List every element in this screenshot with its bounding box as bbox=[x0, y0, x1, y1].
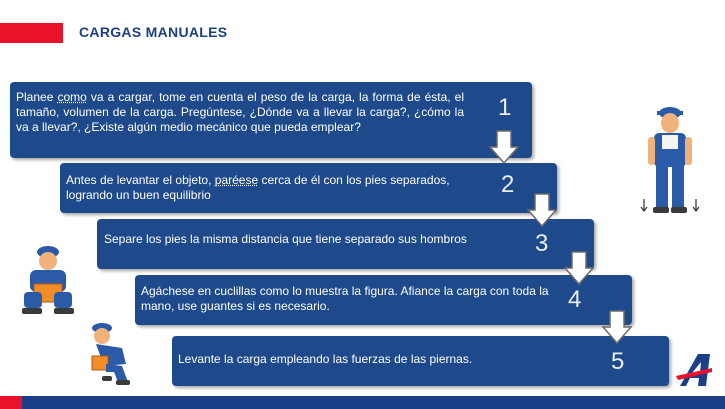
step-box-2 bbox=[60, 163, 557, 213]
down-arrow-icon bbox=[489, 130, 519, 164]
step-box-1 bbox=[10, 82, 532, 158]
step-4-number: 4 bbox=[568, 286, 582, 313]
brand-logo-icon bbox=[676, 352, 714, 388]
step-box-4 bbox=[135, 275, 632, 325]
worker-squatting-icon bbox=[18, 244, 78, 318]
step-5-text: Levante la carga empleando las fuerzas de las piernas. bbox=[178, 352, 473, 366]
step-5-number: 5 bbox=[611, 348, 625, 375]
down-arrow-icon bbox=[564, 251, 594, 285]
down-arrow-icon bbox=[602, 310, 632, 344]
step-2-text: Antes de levantar el objeto, paréese cerca de él con los pies separados, logrando un buen equilibrio bbox=[66, 173, 450, 202]
page-title: CARGAS MANUALES bbox=[79, 24, 228, 40]
bottom-accent-bar bbox=[0, 396, 22, 409]
down-arrow-icon bbox=[527, 193, 557, 227]
step-box-5 bbox=[172, 336, 669, 386]
title-accent-bar bbox=[0, 23, 63, 43]
worker-standing-icon bbox=[640, 103, 700, 221]
bottom-brand-bar bbox=[22, 396, 725, 409]
step-2-number: 2 bbox=[501, 171, 515, 198]
step-box-3 bbox=[97, 219, 594, 269]
step-1-text: Planee como va a cargar, tome en cuenta el peso de la carga, la forma de ésta, el tamaño, volumen de la carga. Pregúntese, ¿Dónde va a llevar la carga?, ¿cómo la va a llevar?, ¿Existe algún medio mecánico que pueda emplear? bbox=[16, 90, 464, 134]
worker-lifting-icon bbox=[84, 320, 134, 388]
step-3-number: 3 bbox=[535, 230, 549, 257]
step-1-number: 1 bbox=[498, 94, 512, 121]
step-4-text: Agáchese en cuclillas como lo muestra la figura. Afiance la carga con toda la mano, use guantes si es necesario. bbox=[141, 284, 549, 313]
step-3-text: Separe los pies la misma distancia que tiene separado sus hombros bbox=[104, 232, 467, 246]
